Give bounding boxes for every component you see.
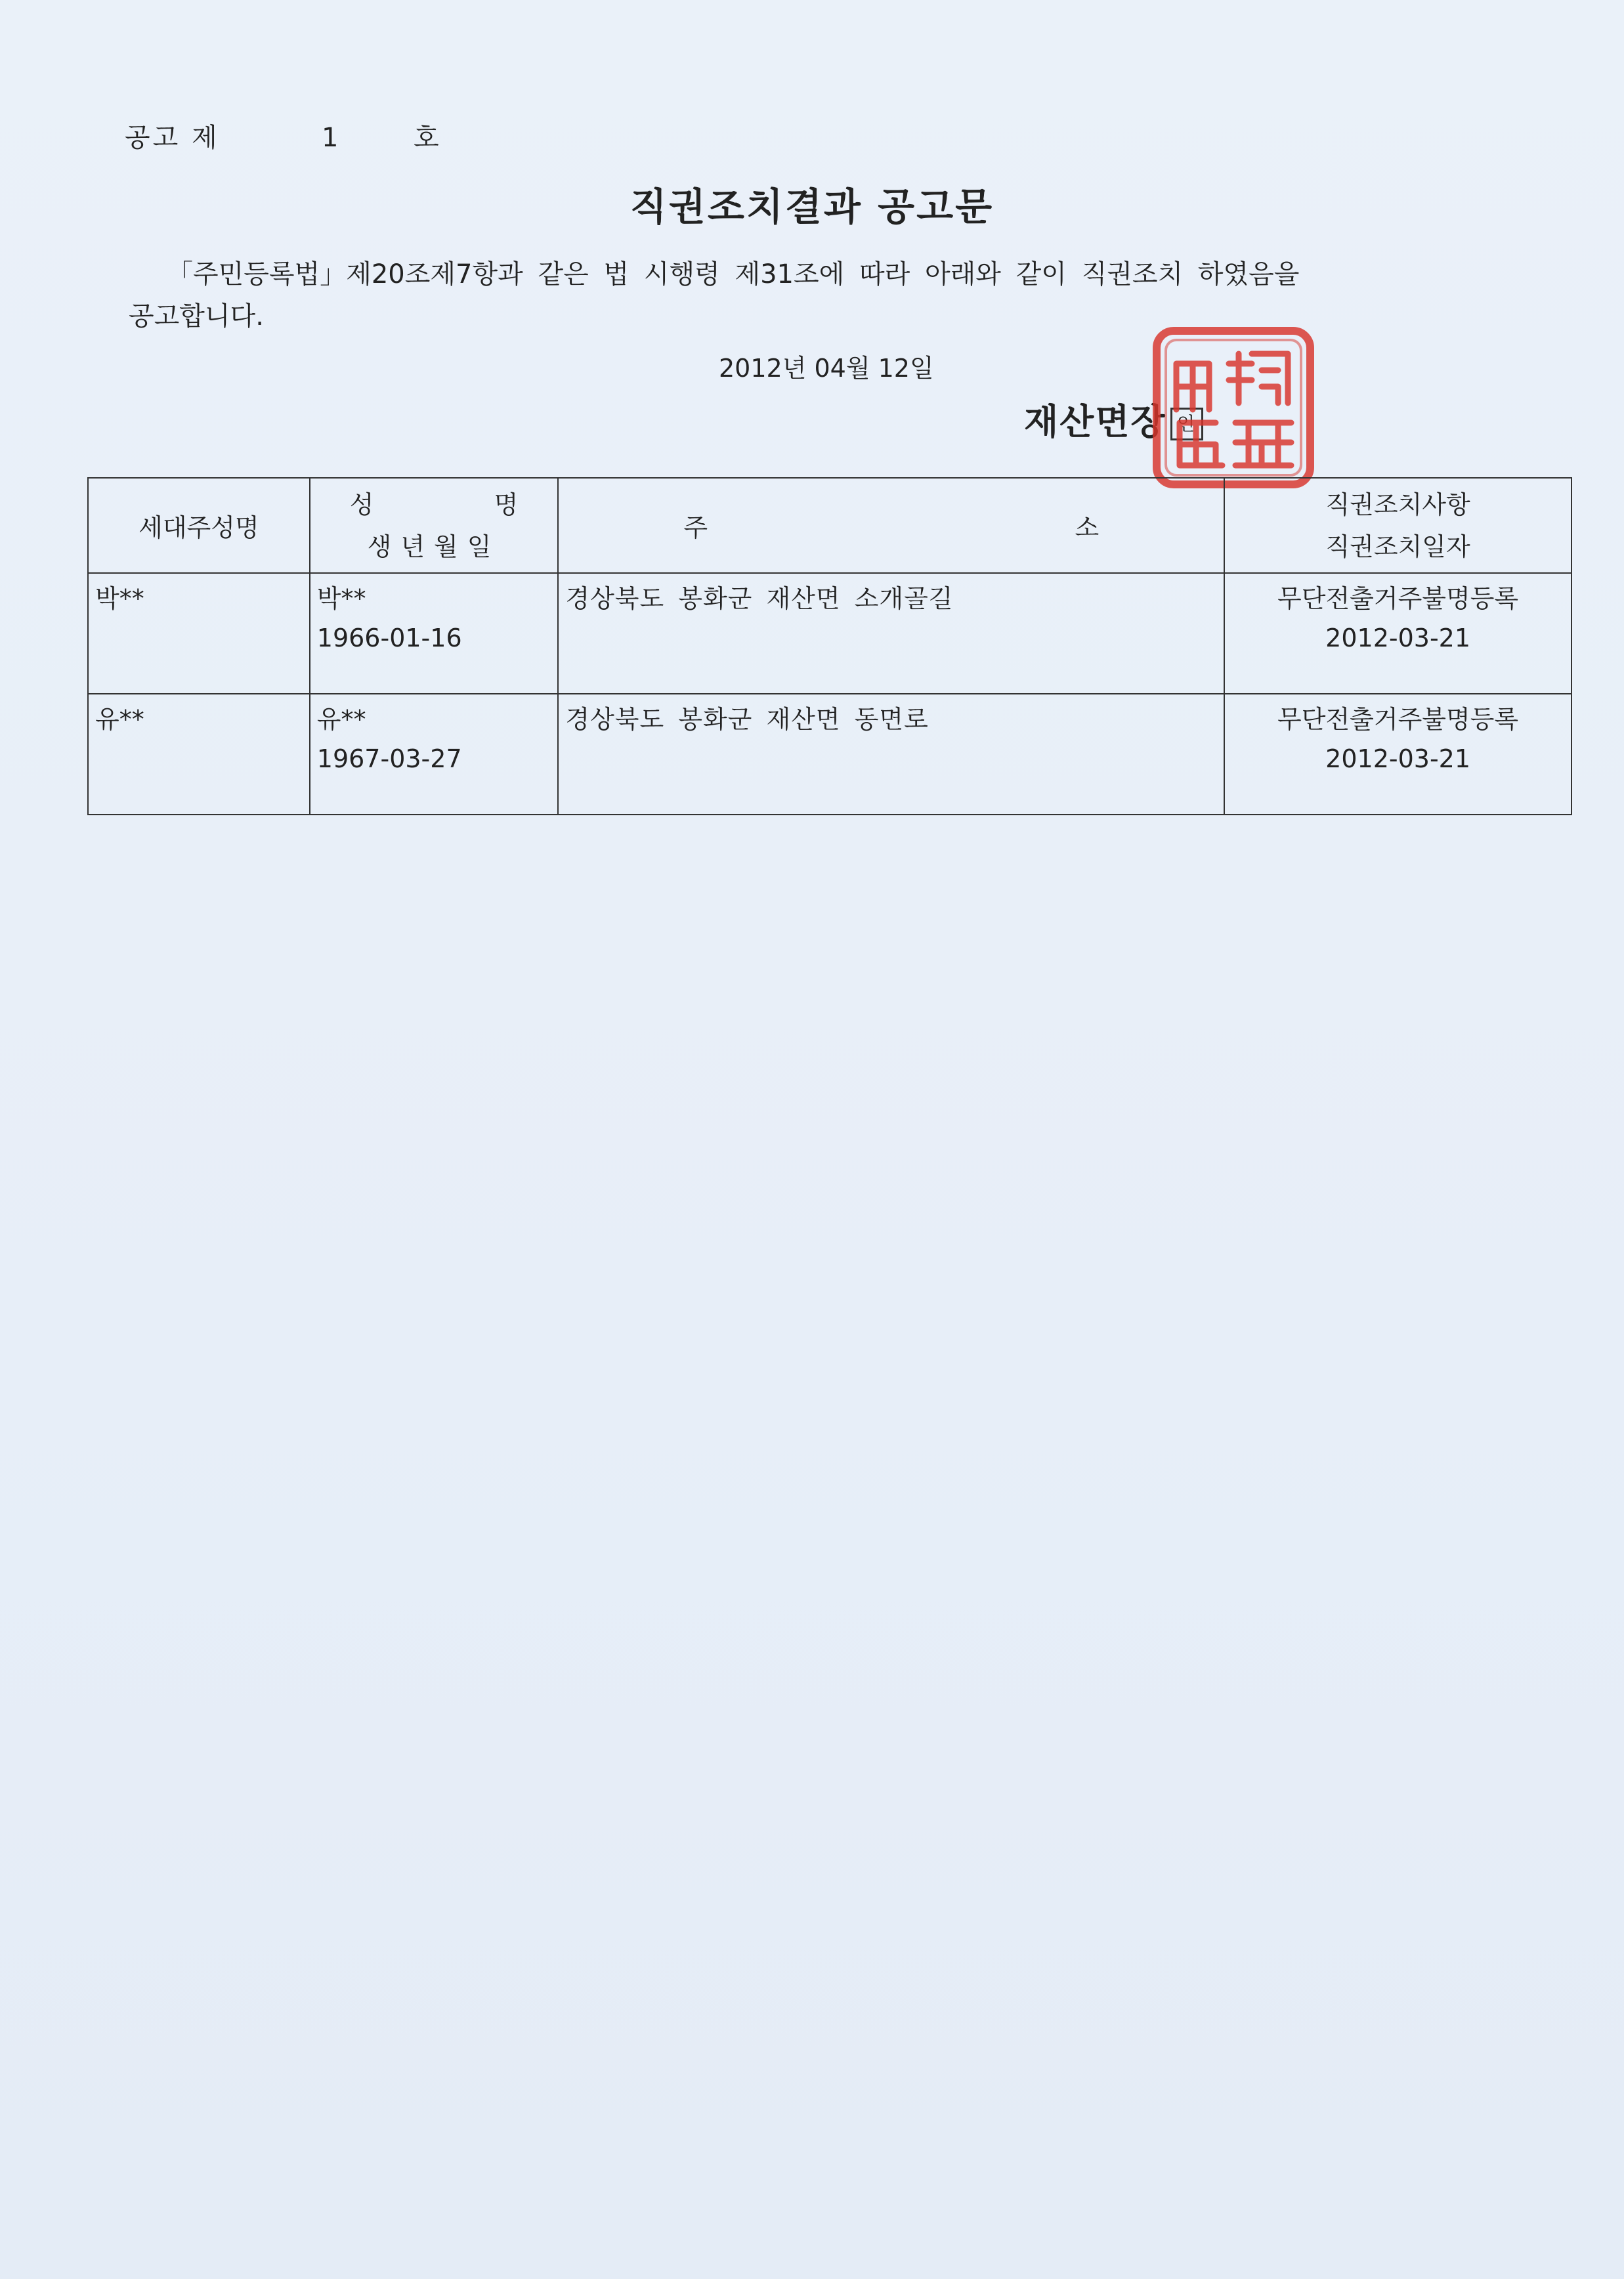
official-seal-icon: [1150, 324, 1317, 491]
row-action-date: 2012-03-21: [1325, 744, 1471, 773]
row-name: 박**: [316, 584, 366, 613]
header-action-type: 직권조치사항: [1325, 490, 1470, 519]
header-address: [558, 478, 1224, 573]
seal-mark-box: 인: [1170, 408, 1203, 440]
records-table: [87, 477, 1572, 815]
header-name-birth: [310, 478, 559, 573]
table-header-row: [88, 478, 1571, 573]
row-action-type: 무단전출거주불명등록: [1277, 705, 1519, 734]
header-birth: 생년월일: [367, 532, 501, 561]
notice-number-suffix: 호: [414, 123, 442, 153]
row-action-date: 2012-03-21: [1325, 624, 1471, 652]
row-action: [1224, 694, 1571, 815]
row-name-birth: [310, 573, 559, 694]
row-address: 경상북도 봉화군 재산면 동면로: [558, 694, 1224, 815]
row-action-type: 무단전출거주불명등록: [1277, 584, 1519, 613]
header-action-date: 직권조치일자: [1325, 532, 1470, 561]
row-name-birth: [310, 694, 559, 815]
table-row: [88, 573, 1571, 694]
header-name-part-1: 성: [349, 490, 374, 519]
header-address-part-2: 소: [1075, 513, 1100, 542]
notice-date: 2012년 04월 12일: [719, 354, 934, 383]
row-name: 유**: [316, 705, 366, 734]
table-row: [88, 694, 1571, 815]
row-birth: 1966-01-16: [316, 624, 462, 652]
header-address-part-1: 주: [683, 513, 708, 542]
issuer-name: 재산면장: [1024, 401, 1166, 442]
row-householder: 유**: [88, 694, 310, 815]
notice-body-line-2: 공고합니다.: [129, 301, 264, 331]
document-title: 직권조치결과 공고문: [630, 184, 994, 229]
notice-number: [125, 117, 442, 154]
notice-number-label: 공고 제: [125, 123, 220, 153]
row-householder: 박**: [88, 573, 310, 694]
header-name-part-2: 명: [494, 490, 519, 519]
row-address: 경상북도 봉화군 재산면 소개골길: [558, 573, 1224, 694]
header-name: [310, 484, 558, 526]
header-householder: 세대주성명: [88, 478, 310, 573]
row-birth: 1967-03-27: [316, 744, 462, 773]
header-action: [1224, 478, 1571, 573]
notice-body-line-1: 「주민등록법」제20조제7항과 같은 법 시행령 제31조에 따라 아래와 같이 직권조치 하였음을: [167, 259, 1300, 289]
notice-number-value: 1: [322, 123, 341, 153]
row-action: [1224, 573, 1571, 694]
